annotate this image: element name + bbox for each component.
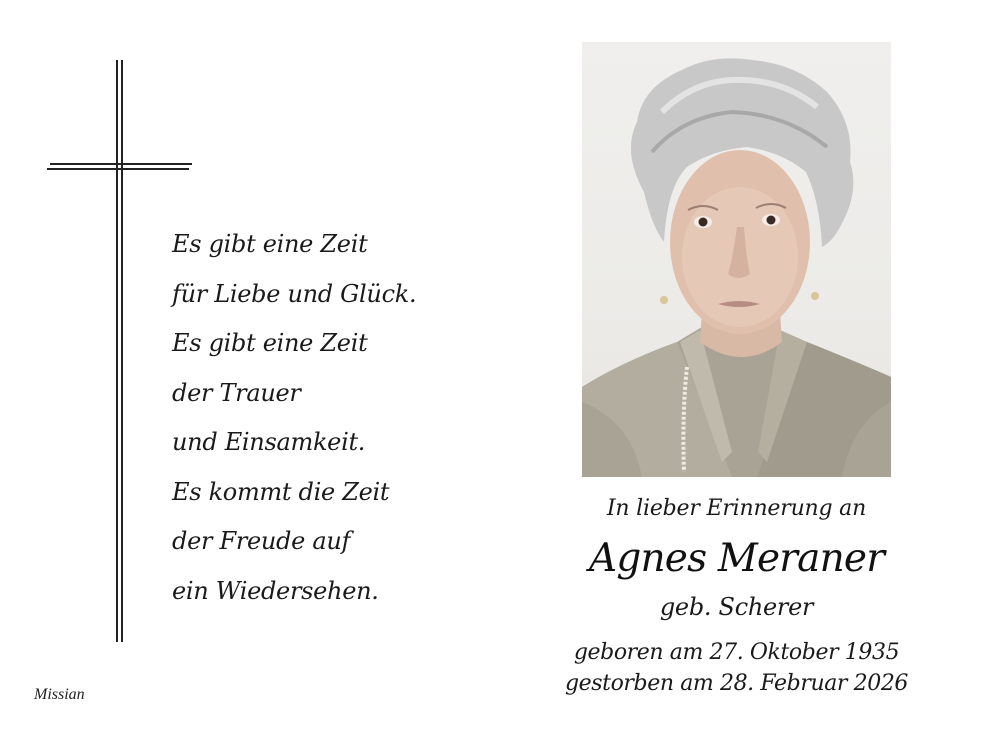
poem-line: Es gibt eine Zeit [172, 230, 368, 258]
poem-line: Es gibt eine Zeit [172, 329, 368, 357]
poem-line: für Liebe und Glück. [172, 279, 417, 308]
birth-date: geboren am 27. Oktober 1935 [573, 640, 900, 665]
memorial-intro: In lieber Erinnerung an [606, 496, 867, 521]
poem-line: der Freude auf [172, 527, 351, 555]
death-date: gestorben am 28. Februar 2026 [564, 671, 909, 696]
poem-line: der Trauer [172, 378, 301, 407]
poem-line: ein Wiedersehen. [172, 576, 379, 605]
cross-vertical-line [116, 60, 118, 642]
maiden-name: geb. Scherer [659, 593, 814, 621]
poem [172, 220, 416, 616]
portrait-photo [582, 42, 891, 477]
deceased-name: Agnes Meraner [588, 536, 885, 581]
place-name: Missian [34, 686, 85, 703]
cross-vertical-line [121, 60, 123, 642]
poem-line: und Einsamkeit. [172, 428, 366, 456]
poem-line: Es kommt die Zeit [172, 477, 390, 506]
cross-horizontal-line [47, 168, 189, 170]
cross-horizontal-line [50, 163, 192, 165]
portrait-illustration [582, 42, 891, 477]
